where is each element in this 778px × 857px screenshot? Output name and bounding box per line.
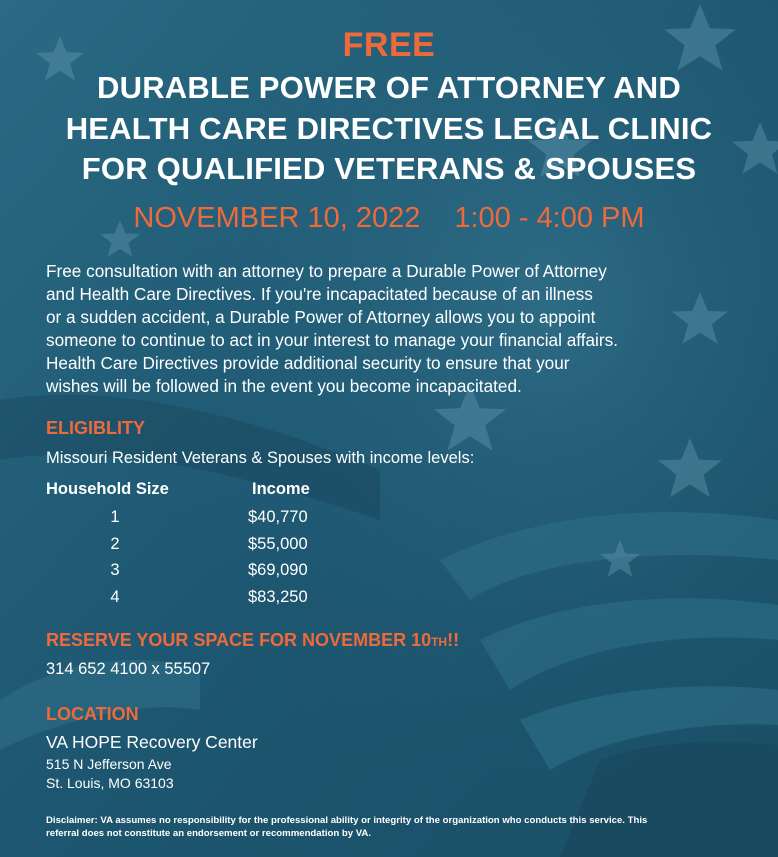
income-header: Income <box>252 480 310 498</box>
headline-line: DURABLE POWER OF ATTORNEY AND <box>97 70 681 105</box>
description-line: Health Care Directives provide additional security to ensure that your <box>46 353 570 373</box>
household-size-header: Household Size <box>46 480 169 498</box>
eligibility-heading: ELIGIBLITY <box>46 418 145 438</box>
income-cell: $40,770 <box>248 508 308 526</box>
description-line: and Health Care Directives. If you're incapacitated because of an illness <box>46 284 593 304</box>
household-size-cell: 3 <box>110 561 120 579</box>
reserve-heading <box>46 630 459 651</box>
description-line: or a sudden accident, a Durable Power of Attorney allows you to appoint <box>46 307 596 327</box>
phone-number[interactable]: 314 652 4100 x 55507 <box>46 660 211 678</box>
income-cell: $55,000 <box>248 535 308 553</box>
income-cell: $83,250 <box>248 588 308 606</box>
headline-line: HEALTH CARE DIRECTIVES LEGAL CLINIC <box>65 111 713 146</box>
event-date-time <box>0 202 778 235</box>
disclaimer-line: referral does not constitute an endorsement or recommendation by VA. <box>46 828 372 839</box>
household-size-cell: 1 <box>110 508 120 526</box>
description-line: someone to continue to act in your interest to manage your financial affairs. <box>46 330 618 350</box>
description-line: wishes will be followed in the event you become incapacitated. <box>46 376 522 396</box>
reserve-heading-main: RESERVE YOUR SPACE FOR NOVEMBER 10 <box>46 630 432 650</box>
location-name: VA HOPE Recovery Center <box>46 732 258 752</box>
event-time: 1:00 - 4:00 PM <box>454 202 645 234</box>
free-label: FREE <box>342 26 436 64</box>
reserve-heading-suffix: TH <box>431 635 448 649</box>
description-line: Free consultation with an attorney to prepare a Durable Power of Attorney <box>46 261 607 281</box>
household-size-cell: 2 <box>110 535 120 553</box>
eligibility-subtitle: Missouri Resident Veterans & Spouses with income levels: <box>46 449 475 467</box>
event-date: NOVEMBER 10, 2022 <box>133 202 421 234</box>
headline-line: FOR QUALIFIED VETERANS & SPOUSES <box>81 151 697 186</box>
location-address-line: St. Louis, MO 63103 <box>46 775 174 791</box>
income-cell: $69,090 <box>248 561 308 579</box>
household-size-cell: 4 <box>110 588 120 606</box>
disclaimer-line: Disclaimer: VA assumes no responsibility for the professional ability or integrity of the organization who conducts this service. This <box>46 815 648 826</box>
location-heading: LOCATION <box>46 704 139 724</box>
location-address-line: 515 N Jefferson Ave <box>46 756 172 772</box>
reserve-heading-end: !! <box>447 630 460 650</box>
